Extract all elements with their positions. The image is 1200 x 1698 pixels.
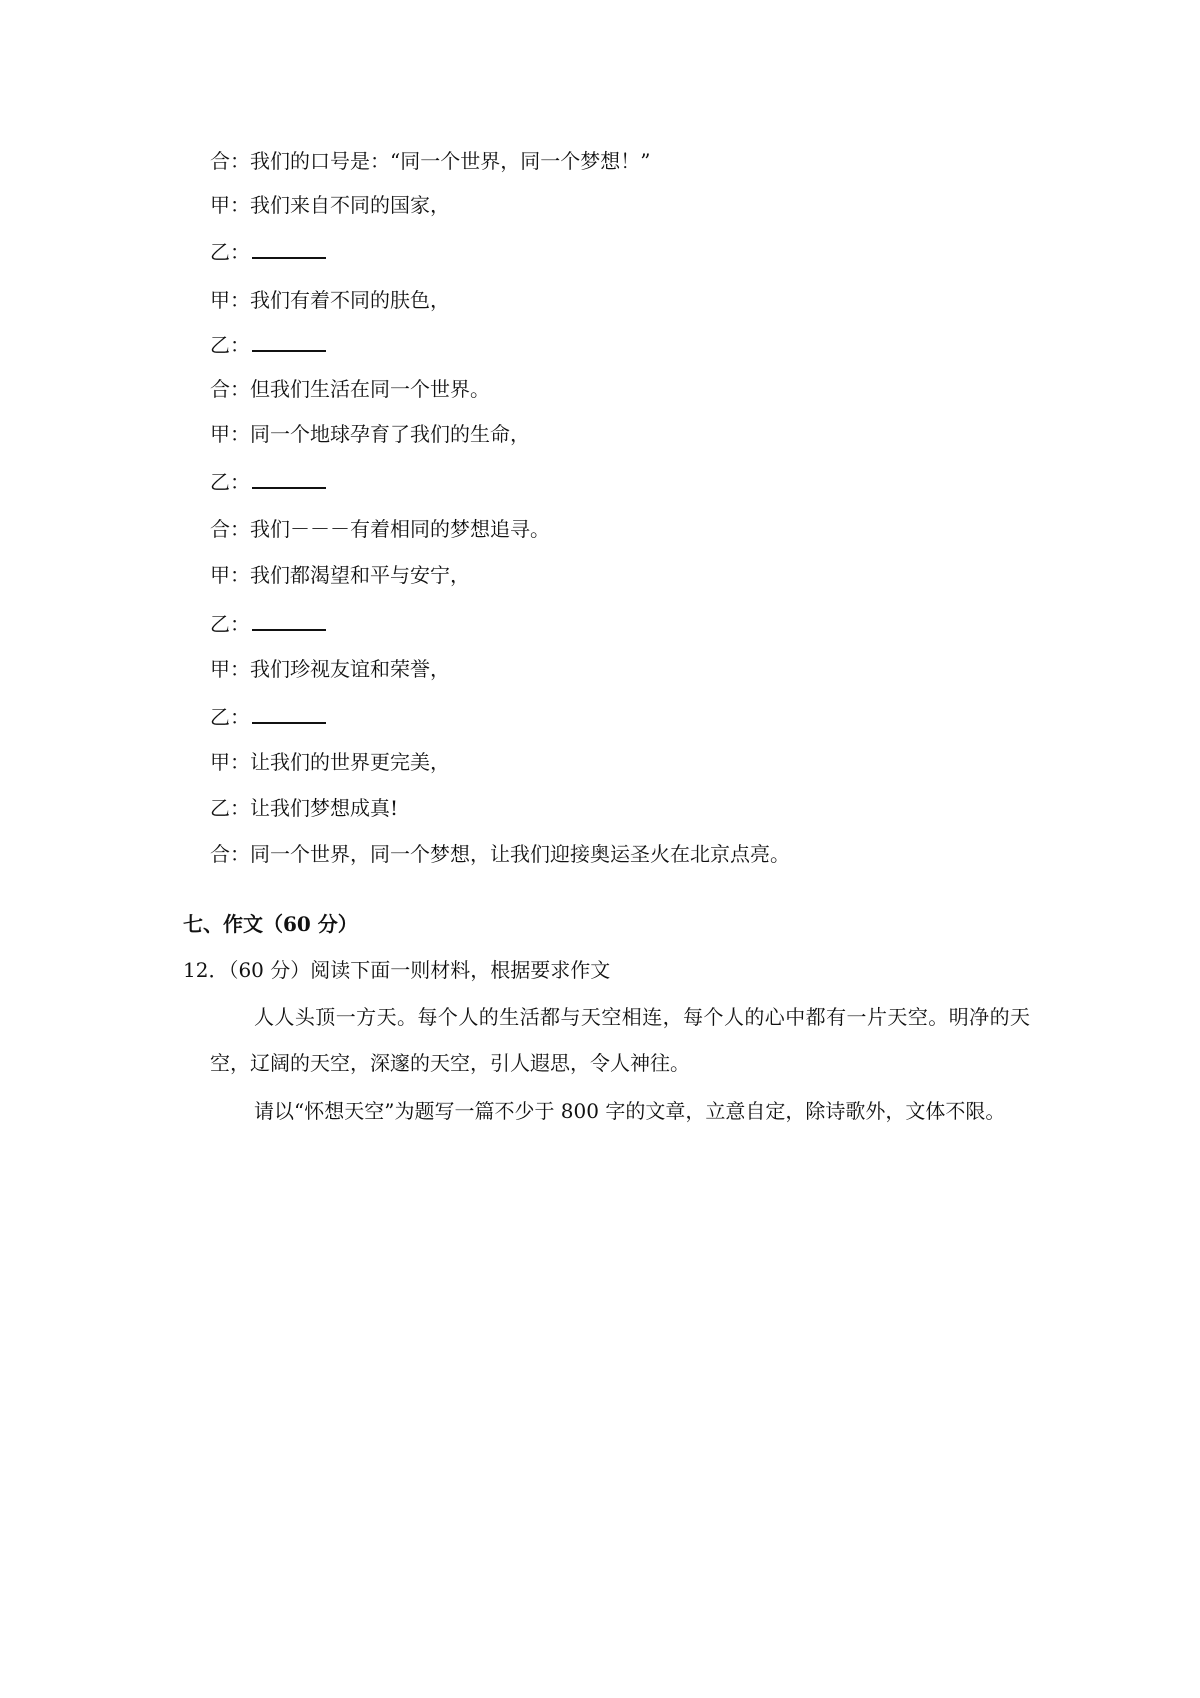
dialogue-line: 乙： [210, 703, 326, 731]
section-heading: 七、作文（60 分） [183, 912, 358, 936]
speaker-label: 乙 [210, 240, 230, 264]
speaker-label: 乙 [210, 612, 230, 636]
dialogue-text: 我们来自不同的国家， [250, 193, 450, 217]
dialogue-line: 甲：我们珍视友谊和荣誉， [210, 657, 450, 681]
dialogue-text: 同一个世界，同一个梦想，让我们迎接奥运圣火在北京点亮。 [250, 842, 790, 866]
answer-blank [252, 469, 326, 489]
speaker-label: 合 [210, 377, 230, 401]
dialogue-line: 合：但我们生活在同一个世界。 [210, 377, 490, 401]
question-line [183, 956, 610, 984]
speaker-label: 合 [210, 842, 230, 866]
answer-blank [252, 611, 326, 631]
material-paragraph: 人人头顶一方天。每个人的生活都与天空相连，每个人的心中都有一片天空。明净的天空，辽阔的天空，深邃的天空，引人遐思，令人神往。 [210, 1005, 1030, 1075]
dialogue-text: 我们－－－有着相同的梦想追寻。 [250, 517, 550, 541]
dialogue-line: 甲：我们有着不同的肤色， [210, 288, 450, 312]
speaker-label: 乙 [210, 333, 230, 357]
dialogue-text: 让我们的世界更完美， [250, 750, 450, 774]
speaker-label: 甲 [210, 750, 230, 774]
dialogue-line: 乙： [210, 468, 326, 496]
speaker-label: 甲 [210, 563, 230, 587]
dialogue-line: 乙： [210, 610, 326, 638]
dialogue-text: 让我们梦想成真! [250, 796, 399, 820]
speaker-label: 合 [210, 149, 230, 173]
speaker-label: 甲 [210, 193, 230, 217]
dialogue-line: 合：同一个世界，同一个梦想，让我们迎接奥运圣火在北京点亮。 [210, 842, 790, 866]
speaker-label: 甲 [210, 422, 230, 446]
speaker-label: 乙 [210, 705, 230, 729]
dialogue-text: 但我们生活在同一个世界。 [250, 377, 490, 401]
speaker-label: 合 [210, 517, 230, 541]
dialogue-line: 甲：让我们的世界更完美， [210, 750, 450, 774]
dialogue-line: 乙：让我们梦想成真! [210, 796, 399, 820]
dialogue-line: 甲：我们都渴望和平与安宁， [210, 563, 470, 587]
dialogue-line: 甲：我们来自不同的国家， [210, 193, 450, 217]
dialogue-text: 我们珍视友谊和荣誉， [250, 657, 450, 681]
dialogue-line: 乙： [210, 331, 326, 359]
dialogue-line: 甲：同一个地球孕育了我们的生命， [210, 422, 530, 446]
speaker-label: 乙 [210, 470, 230, 494]
speaker-label: 甲 [210, 657, 230, 681]
answer-blank [252, 239, 326, 259]
dialogue-line: 合：我们－－－有着相同的梦想追寻。 [210, 517, 550, 541]
dialogue-text: 我们的口号是：“同一个世界，同一个梦想！” [250, 149, 651, 173]
speaker-label: 甲 [210, 288, 230, 312]
dialogue-text: 同一个地球孕育了我们的生命， [250, 422, 530, 446]
dialogue-text: 我们有着不同的肤色， [250, 288, 450, 312]
answer-blank [252, 332, 326, 352]
question-number: 12． [183, 958, 229, 982]
speaker-label: 乙 [210, 796, 230, 820]
dialogue-line: 乙： [210, 238, 326, 266]
question-prompt: （60 分）阅读下面一则材料，根据要求作文 [228, 958, 611, 982]
requirement-paragraph: 请以“怀想天空”为题写一篇不少于 800 字的文章，立意自定，除诗歌外，文体不限。 [254, 1099, 1006, 1123]
dialogue-line: 合：我们的口号是：“同一个世界，同一个梦想！” [210, 149, 651, 173]
answer-blank [252, 704, 326, 724]
dialogue-text: 我们都渴望和平与安宁， [250, 563, 470, 587]
